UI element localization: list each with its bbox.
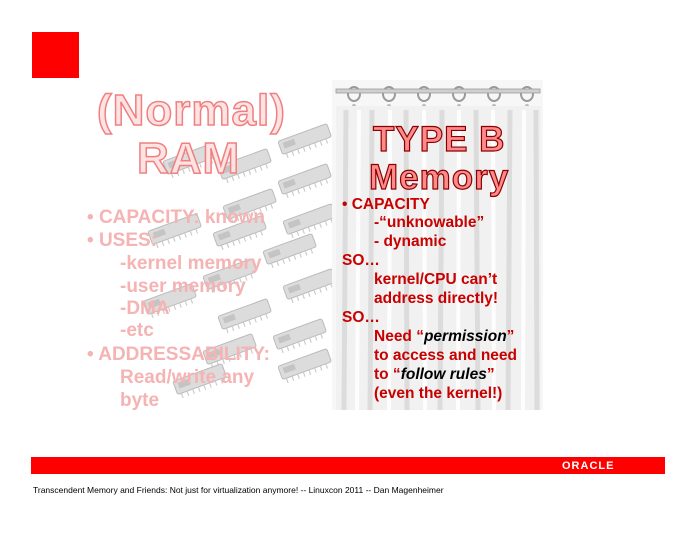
right-need-permission: Need “permission” <box>374 328 515 345</box>
left-sub-dma: -DMA <box>120 298 170 319</box>
emphasis-follow-rules: follow rules <box>400 366 487 383</box>
left-bullet-addressability: • ADDRESSABILITY: <box>87 344 270 365</box>
left-title-line2: RAM <box>137 134 241 183</box>
left-sub-byte: byte <box>120 390 160 411</box>
emphasis-permission: permission <box>423 328 507 345</box>
right-bullet-capacity: • CAPACITY <box>342 196 430 213</box>
left-bullet-uses: • USES: <box>87 230 158 251</box>
right-address-directly: address directly! <box>374 290 499 307</box>
left-sub-user-memory: -user memory <box>120 276 246 297</box>
right-even-kernel: (even the kernel!) <box>374 385 503 402</box>
left-sub-etc: -etc <box>120 320 154 341</box>
left-sub-kernel-memory: -kernel memory <box>120 253 262 274</box>
left-sub-read-write: Read/write any <box>120 367 255 388</box>
right-kernel-cpu: kernel/CPU can’t <box>374 271 498 288</box>
left-title-line1: (Normal) <box>97 86 286 135</box>
right-title-line1: TYPE B <box>373 120 506 159</box>
right-so-1: SO… <box>342 252 380 269</box>
right-follow-rules: to “follow rules” <box>374 366 495 383</box>
right-title-line2: Memory <box>369 158 510 197</box>
oracle-logo: ORACLE <box>562 460 615 472</box>
right-sub-dynamic: - dynamic <box>374 233 447 250</box>
right-to-access: to access and need <box>374 347 518 364</box>
left-bullet-capacity: • CAPACITY: known <box>87 207 266 228</box>
footer-caption: Transcendent Memory and Friends: Not just for virtualization anymore! -- Linuxcon 2011 -- Dan Magenheimer <box>33 485 444 495</box>
right-sub-unknowable: -“unknowable” <box>374 214 485 231</box>
right-so-2: SO… <box>342 309 380 326</box>
